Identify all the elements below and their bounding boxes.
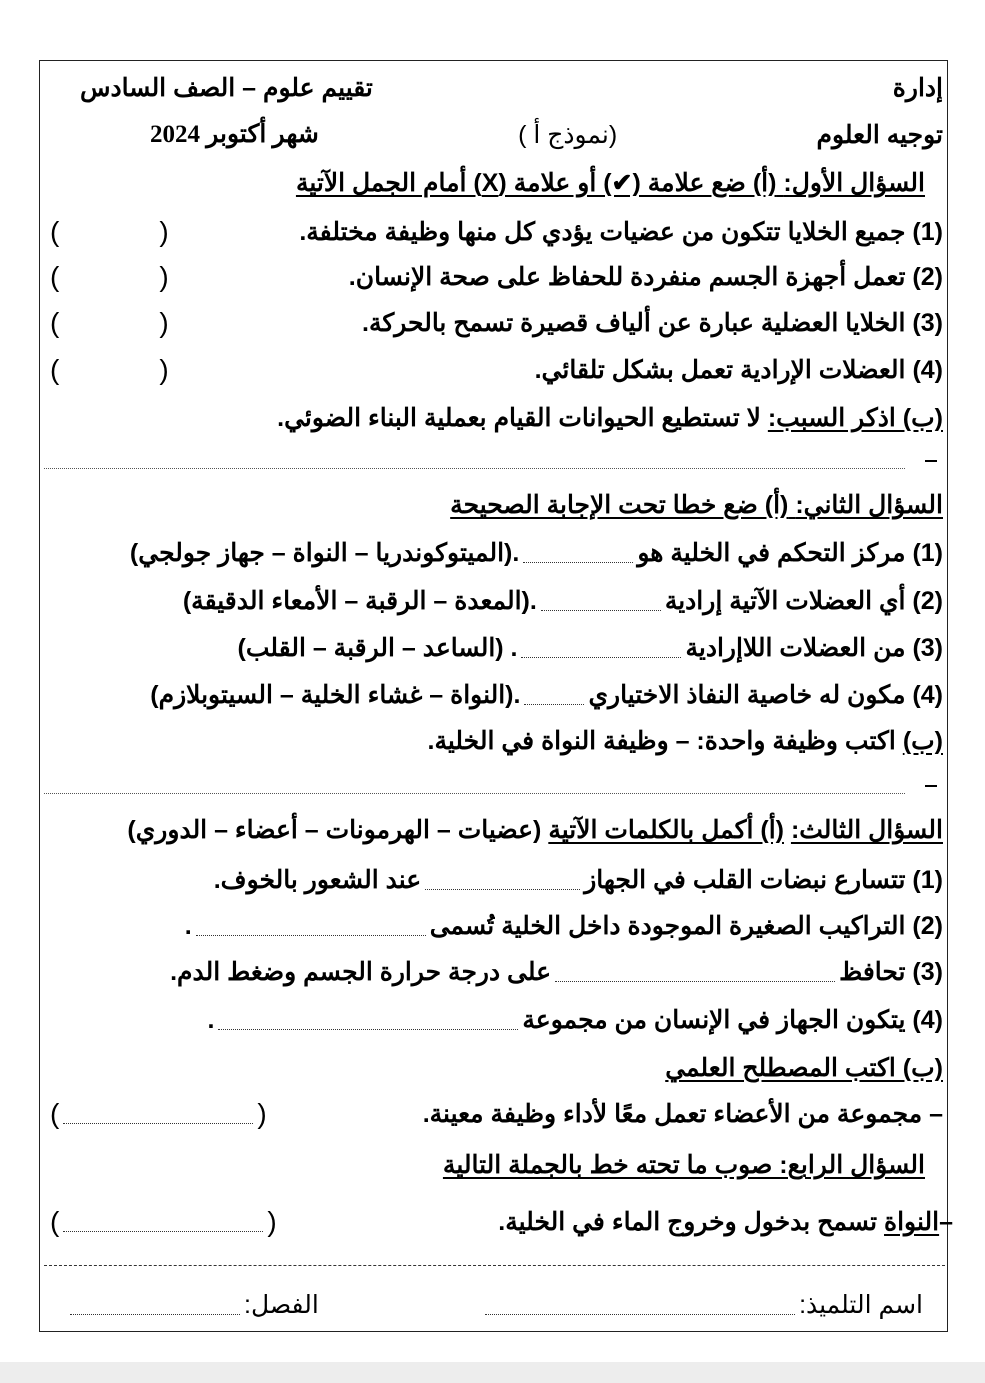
q3-item-text: عند الشعور بالخوف. [213, 866, 422, 894]
q3-b-text: – مجموعة من الأعضاء تعمل معًا لأداء وظيفة معينة. [422, 1100, 943, 1128]
q3-b-item: – مجموعة من الأعضاء تعمل معًا لأداء وظيفة معينة. ( ) [50, 1098, 943, 1129]
q3-item-text: . [184, 912, 192, 940]
admin-label: إدارة [892, 74, 943, 102]
q2-item [50, 585, 943, 617]
exam-title: تقييم علوم – الصف السادس [80, 74, 373, 102]
q2-options: . (الساعد – الرقبة – القلب) [237, 634, 518, 662]
student-name-label: اسم التلميذ: [799, 1291, 923, 1319]
blank[interactable] [63, 1213, 263, 1232]
q3-instruction: (أ) أكمل بالكلمات الآتية [548, 816, 784, 844]
dash: – [939, 1208, 953, 1236]
blank[interactable] [218, 1011, 518, 1030]
page-background [0, 1362, 985, 1383]
q2-item-text: (3) من العضلات اللاإرادية [685, 634, 943, 662]
blank[interactable] [523, 544, 633, 563]
q1-item: (4) العضلات الإرادية تعمل بشكل تلقائي. ( ) [50, 354, 943, 385]
q3-item-text: . [207, 1006, 215, 1034]
q1-item-text: (4) العضلات الإرادية تعمل بشكل تلقائي. [534, 356, 943, 384]
q1-instruction: (أ) ضع علامة (✔) أو علامة (X) أمام الجمل الآتية [295, 169, 777, 197]
q4-text: تسمح بدخول وخروج الماء في الخلية. [498, 1208, 878, 1236]
class-field[interactable] [70, 1296, 240, 1315]
footer-row [50, 1289, 923, 1321]
q4-item: – النواة تسمح بدخول وخروج الماء في الخلية. ( ) [50, 1206, 953, 1237]
class-label: الفصل: [244, 1291, 319, 1319]
q3-item [50, 864, 943, 896]
q2-options: .(النواة – غشاء الخلية – السيتوبلازم) [150, 681, 521, 709]
q3-item-text: (2) التراكيب الصغيرة الموجودة داخل الخلية تُسمى [429, 912, 943, 940]
q2-options: .(الميتوكوندريا – النواة – جهاز جولجي) [129, 539, 520, 567]
blank[interactable] [555, 963, 835, 982]
header-row-1 [50, 72, 943, 104]
blank[interactable] [541, 592, 661, 611]
q2-item-text: (2) أي العضلات الآتية إرادية [664, 587, 943, 615]
q2-b-text: اكتب وظيفة واحدة: – وظيفة النواة في الخلية. [427, 727, 896, 755]
q3-item [50, 956, 943, 988]
q4-underlined-word: النواة [884, 1208, 940, 1236]
q1-item: (1) جميع الخلايا تتكون من عضيات يؤدي كل منها وظيفة مختلفة. ( ) [50, 216, 943, 247]
q1-item-text: (1) جميع الخلايا تتكون من عضيات يؤدي كل منها وظيفة مختلفة. [299, 218, 943, 246]
q1-item-text: (2) تعمل أجهزة الجسم منفردة للحفاظ على صحة الإنسان. [348, 263, 943, 291]
q2-item [50, 537, 943, 569]
q3-item [50, 910, 943, 942]
blank[interactable] [425, 871, 580, 890]
student-name-field[interactable] [485, 1296, 795, 1315]
blank[interactable] [63, 1105, 253, 1124]
separator [44, 1265, 945, 1266]
answer-line[interactable] [44, 793, 905, 794]
q1-item: (3) الخلايا العضلية عبارة عن ألياف قصيرة تسمح بالحركة. ( ) [50, 307, 943, 338]
q2-item [50, 679, 943, 711]
date-label: شهر أكتوبر 2024 [150, 121, 319, 148]
answer-dash [925, 785, 937, 787]
q3-heading [50, 814, 943, 846]
q1-heading [50, 167, 925, 199]
q2-item [50, 632, 943, 664]
answer-dash [925, 460, 937, 462]
header-row-2 [50, 119, 943, 151]
q3-b-heading: (ب) اكتب المصطلح العلمي [665, 1054, 943, 1082]
blank[interactable] [196, 917, 426, 936]
q2-options: .(المعدة – الرقبة – الأمعاء الدقيقة) [182, 587, 537, 615]
q2-item-text: (4) مكون له خاصية النفاذ الاختياري [588, 681, 943, 709]
q2-heading [50, 489, 943, 521]
q2-label: السؤال الثاني: [795, 491, 943, 519]
q1-b [50, 402, 943, 434]
q3-word-bank: (عضيات – الهرمونات – أعضاء – الدوري) [127, 816, 542, 844]
q2-instruction: (أ) ضع خطا تحت الإجابة الصحيحة [450, 491, 789, 519]
blank[interactable] [521, 639, 681, 658]
q3-item [50, 1004, 943, 1036]
blank[interactable] [524, 686, 584, 705]
model-label: (نموذج أ ) [518, 121, 618, 149]
q3-item-text: (4) يتكون الجهاز في الإنسان من مجموعة [522, 1006, 943, 1034]
dept-label: توجيه العلوم [816, 121, 943, 149]
q4-heading: السؤال الرابع: صوب ما تحته خط بالجملة التالية [442, 1151, 925, 1179]
q3-item-text: (1) تتسارع نبضات القلب في الجهاز [584, 866, 943, 894]
q2-item-text: (1) مركز التحكم في الخلية هو [637, 539, 943, 567]
q3-item-text: (3) تحافظ [839, 958, 943, 986]
q2-b-label: (ب) [902, 727, 943, 755]
q3-item-text: على درجة حرارة الجسم وضغط الدم. [170, 958, 552, 986]
q1-label: السؤال الأول: [783, 169, 925, 197]
answer-line[interactable] [44, 468, 905, 469]
q3-label: السؤال الثالث: [790, 816, 943, 844]
q1-b-label: (ب) اذكر السبب: [767, 404, 943, 432]
q1-item-text: (3) الخلايا العضلية عبارة عن ألياف قصيرة تسمح بالحركة. [362, 309, 943, 337]
q2-b [50, 725, 943, 757]
q1-b-text: لا تستطيع الحيوانات القيام بعملية البناء الضوئي. [277, 404, 761, 432]
q1-item: (2) تعمل أجهزة الجسم منفردة للحفاظ على صحة الإنسان. ( ) [50, 261, 943, 292]
